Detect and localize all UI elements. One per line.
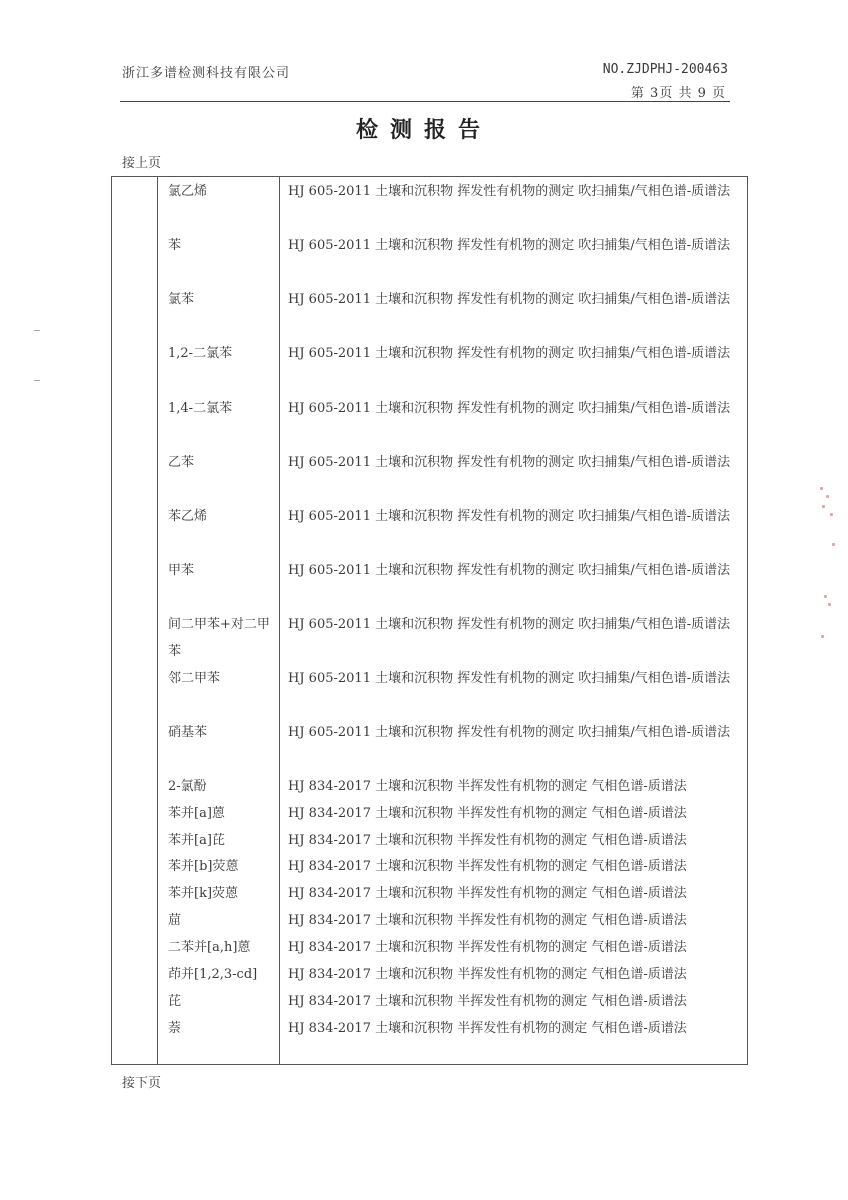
test-method: HJ 834-2017 土壤和沉积物 半挥发性有机物的测定 气相色谱-质谱法	[288, 1021, 687, 1036]
analyte-name: 芘	[168, 994, 182, 1009]
test-method: HJ 605-2011 土壤和沉积物 挥发性有机物的测定 吹扫捕集/气相色谱-质谱法	[288, 238, 731, 253]
analyte-name: 䓛	[168, 913, 182, 928]
analyte-name: 萘	[168, 1021, 182, 1036]
analyte-name: 茚并[1,2,3-cd]	[168, 967, 258, 982]
analyte-name: 间二甲苯+对二甲苯	[168, 617, 270, 659]
test-method: HJ 605-2011 土壤和沉积物 挥发性有机物的测定 吹扫捕集/气相色谱-质谱法	[288, 346, 731, 361]
test-method: HJ 605-2011 土壤和沉积物 挥发性有机物的测定 吹扫捕集/气相色谱-质谱法	[288, 671, 731, 686]
analyte-name: 甲苯	[168, 563, 195, 578]
test-method: HJ 605-2011 土壤和沉积物 挥发性有机物的测定 吹扫捕集/气相色谱-质谱法	[288, 401, 731, 416]
test-method: HJ 605-2011 土壤和沉积物 挥发性有机物的测定 吹扫捕集/气相色谱-质谱法	[288, 563, 731, 578]
test-method: HJ 605-2011 土壤和沉积物 挥发性有机物的测定 吹扫捕集/气相色谱-质谱法	[288, 455, 731, 470]
analyte-name: 苯并[b]荧蒽	[168, 859, 239, 874]
test-method: HJ 834-2017 土壤和沉积物 半挥发性有机物的测定 气相色谱-质谱法	[288, 886, 687, 901]
analyte-name: 苯乙烯	[168, 509, 208, 524]
test-method: HJ 834-2017 土壤和沉积物 半挥发性有机物的测定 气相色谱-质谱法	[288, 967, 687, 982]
seal-fragment	[818, 485, 836, 645]
analyte-name: 2-氯酚	[168, 779, 207, 794]
analyte-name: 邻二甲苯	[168, 671, 221, 686]
analyte-name: 苯并[k]荧蒽	[168, 886, 239, 901]
analyte-name: 苯并[a]蒽	[168, 806, 225, 821]
test-method: HJ 834-2017 土壤和沉积物 半挥发性有机物的测定 气相色谱-质谱法	[288, 806, 687, 821]
report-title: 检测报告	[355, 117, 492, 143]
test-method: HJ 834-2017 土壤和沉积物 半挥发性有机物的测定 气相色谱-质谱法	[288, 859, 687, 874]
scan-mark	[34, 330, 40, 331]
continued-from-label: 接上页	[122, 156, 162, 171]
report-number: NO.ZJDPHJ-200463	[602, 62, 728, 77]
test-method: HJ 834-2017 土壤和沉积物 半挥发性有机物的测定 气相色谱-质谱法	[288, 833, 687, 848]
analyte-name: 乙苯	[168, 455, 195, 470]
analyte-name: 苯并[a]芘	[168, 833, 225, 848]
test-method: HJ 834-2017 土壤和沉积物 半挥发性有机物的测定 气相色谱-质谱法	[288, 940, 687, 955]
test-method: HJ 834-2017 土壤和沉积物 半挥发性有机物的测定 气相色谱-质谱法	[288, 913, 687, 928]
test-method: HJ 605-2011 土壤和沉积物 挥发性有机物的测定 吹扫捕集/气相色谱-质谱法	[288, 509, 731, 524]
test-method: HJ 605-2011 土壤和沉积物 挥发性有机物的测定 吹扫捕集/气相色谱-质谱法	[288, 184, 731, 199]
test-method: HJ 605-2011 土壤和沉积物 挥发性有机物的测定 吹扫捕集/气相色谱-质谱法	[288, 725, 731, 740]
page-indicator: 第 3页 共 9 页	[630, 86, 726, 101]
analyte-name: 苯	[168, 238, 182, 253]
table-column-divider	[157, 176, 158, 1065]
test-method: HJ 834-2017 土壤和沉积物 半挥发性有机物的测定 气相色谱-质谱法	[288, 994, 687, 1009]
header-divider	[120, 101, 730, 102]
analyte-name: 氯苯	[168, 292, 195, 307]
test-method: HJ 834-2017 土壤和沉积物 半挥发性有机物的测定 气相色谱-质谱法	[288, 779, 687, 794]
continued-to-label: 接下页	[122, 1076, 162, 1091]
analyte-name: 硝基苯	[168, 725, 208, 740]
analyte-name: 二苯并[a,h]蒽	[168, 940, 251, 955]
company-name: 浙江多谱检测科技有限公司	[122, 66, 291, 81]
analyte-name: 氯乙烯	[168, 184, 208, 199]
analyte-name: 1,2-二氯苯	[168, 346, 233, 361]
test-method: HJ 605-2011 土壤和沉积物 挥发性有机物的测定 吹扫捕集/气相色谱-质谱法	[288, 292, 731, 307]
scan-mark	[34, 380, 40, 381]
test-method: HJ 605-2011 土壤和沉积物 挥发性有机物的测定 吹扫捕集/气相色谱-质谱法	[288, 617, 731, 632]
analyte-name: 1,4-二氯苯	[168, 401, 233, 416]
